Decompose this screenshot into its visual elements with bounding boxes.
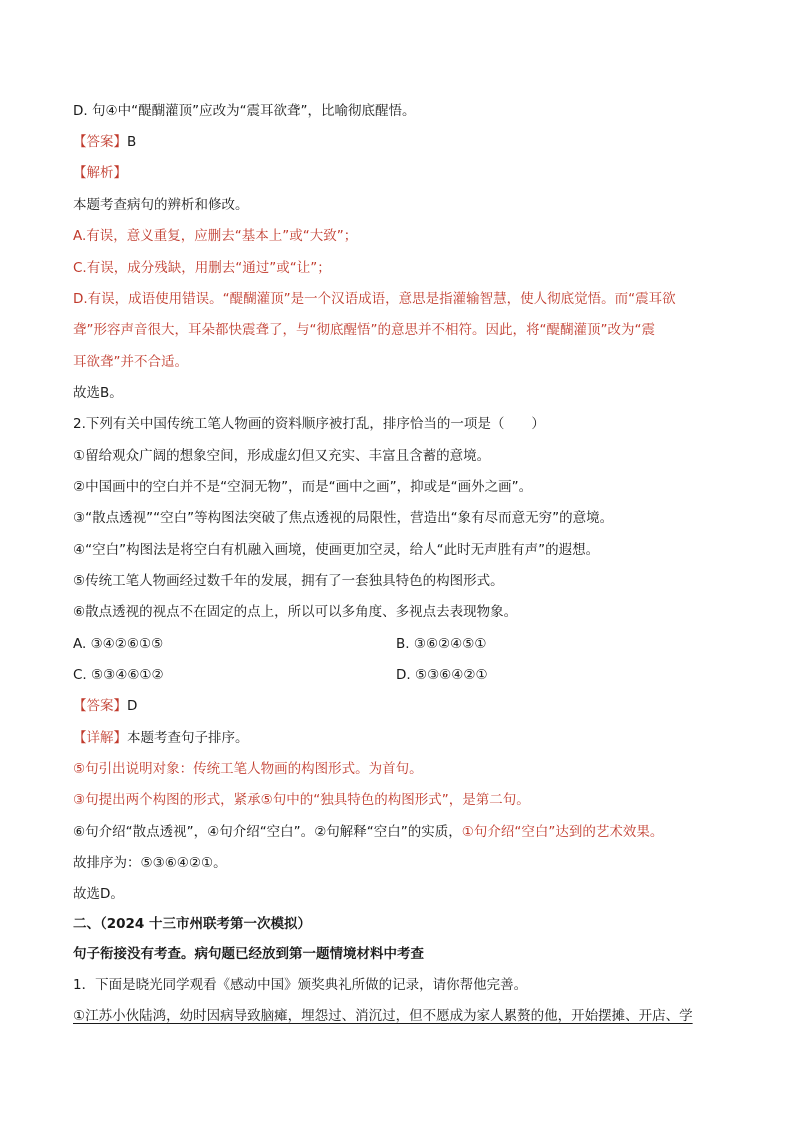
q1-option-d: D. 句④中“醍醐灌顶”应改为“震耳欲聋”，比喻彻底醒悟。 [73,103,416,119]
q2-answer-value: D [127,698,138,714]
q2-stem: 2.下列有关中国传统工笔人物画的资料顺序被打乱，排序恰当的一项是（ ） [73,416,545,432]
q2-option-c: C. ⑤③④⑥①② [73,667,164,683]
q1-answer [73,132,136,152]
q1-analysis-d-line1: D.有误，成语使用错误。“醍醐灌顶”是一个汉语成语，意思是指灌输智慧，使人彻底觉悟。而“震耳欲 [73,291,676,307]
q2-item-5: ⑤传统工笔人物画经过数千年的发展，拥有了一套独具特色的构图形式。 [73,573,504,589]
q2-detail-line3-part3: ①句介绍“空白”达到的艺术效果。 [461,824,664,840]
q2-detail-line1: ⑤句引出说明对象：传统工笔人物画的构图形式。为首句。 [73,761,423,777]
q2-detail-line3 [73,822,663,842]
q2-detail-intro: 本题考查句子排序。 [127,730,249,746]
q3-stem: 1．下面是晓光同学观看《感动中国》颁奖典礼所做的记录，请你帮他完善。 [73,977,528,993]
q1-answer-value: B [127,134,137,150]
q2-order: 故排序为：⑤③⑥④②①。 [73,855,227,871]
q2-option-a: A. ③④②⑥①⑤ [73,636,164,652]
q2-conclusion: 故选D。 [73,886,124,902]
q2-item-6: ⑥散点透视的视点不在固定的点上，所以可以多角度、多视点去表现物象。 [73,604,518,620]
q2-detail-line2: ③句提出两个构图的形式，紧承⑤句中的“独具特色的构图形式”，是第二句。 [73,792,530,808]
section-heading: 二、（2024 十三市州联考第一次模拟） [73,916,312,932]
q2-answer-label: 【答案】 [73,698,127,714]
q1-analysis-label: 【解析】 [73,165,127,181]
q2-option-b: B. ③⑥②④⑤① [396,636,487,652]
q2-item-3: ③“散点透视”“空白”等构图法突破了焦点透视的局限性，营造出“象有尽而意无穷”的意境。 [73,510,614,526]
q2-detail-line3-part2: ②句解释“空白”的实质， [314,824,462,840]
q1-analysis-a: A.有误，意义重复，应删去“基本上”或“大致”； [73,228,358,244]
q1-analysis-d-line2: 聋”形容声音很大，耳朵都快震聋了，与“彻底醒悟”的意思并不相符。因此，将“醍醐灌顶”改为“震 [73,322,655,338]
q1-analysis-d-line3: 耳欲聋”并不合适。 [73,354,188,370]
q1-answer-label: 【答案】 [73,134,127,150]
q2-item-1: ①留给观众广阔的想象空间，形成虚幻但又充实、丰富且含蓄的意境。 [73,448,491,464]
section-note: 句子衔接没有考查。病句题已经放到第一题情境材料中考查 [73,946,424,962]
q2-item-2: ②中国画中的空白并不是“空洞无物”，而是“画中之画”，抑或是“画外之画”。 [73,479,533,495]
q1-analysis-c: C.有误，成分残缺，用删去“通过”或“让”； [73,260,331,276]
q2-detail-line3-part1: ⑥句介绍“散点透视”，④句介绍“空白”。 [73,824,315,840]
q2-detail-label: 【详解】 [73,730,127,746]
q2-detail [73,728,249,748]
q1-conclusion: 故选B。 [73,385,123,401]
q2-item-4: ④“空白”构图法是将空白有机融入画境，使画更加空灵，给人“此时无声胜有声”的遐想。 [73,542,600,558]
q1-analysis-intro: 本题考查病句的辨析和修改。 [73,197,249,213]
q3-text-line1: ①江苏小伙陆鸿，幼时因病导致脑瘫，埋怨过、消沉过，但不愿成为家人累赘的他，开始摆摊、开店、学 [73,1008,693,1024]
q2-option-d: D. ⑤③⑥④②① [396,667,488,683]
q2-answer [73,696,137,716]
